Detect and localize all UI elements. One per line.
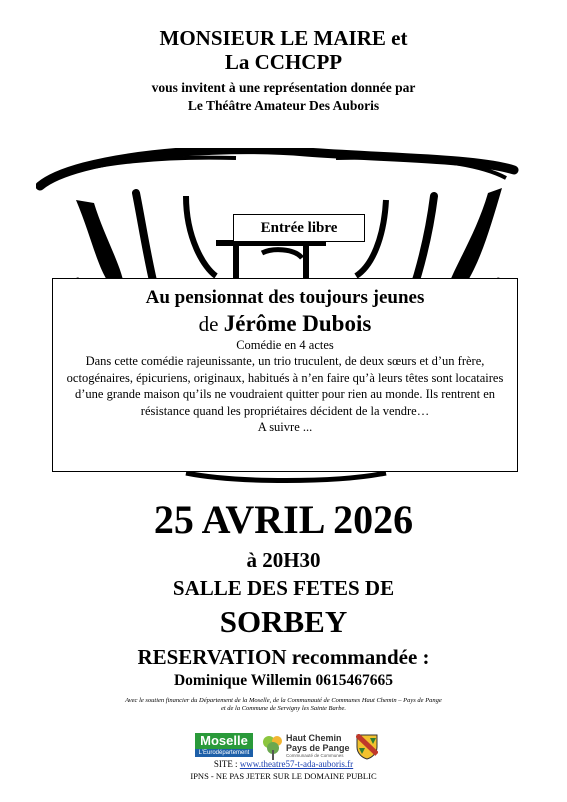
header-line-4: Le Théâtre Amateur Des Auboris [187,98,380,113]
funding-line-2: et de la Commune de Servigny les Sainte Barbe. [220,705,347,712]
haut-chemin-logo [262,733,352,761]
haut-chemin-text-3: Communauté de Communes [286,753,344,758]
header-line-3: vous invitent à une représentation donnée par [151,80,416,95]
event-city: SORBEY [219,604,348,639]
header-line-2: La CCHCPP [224,50,343,74]
event-time: à 20H30 [246,548,321,572]
website-line [0,759,567,769]
free-entry-label: Entrée libre [233,214,365,242]
moselle-logo-subtitle: L’Eurodépartement [195,749,253,757]
servigny-coat-of-arms-icon [356,734,378,760]
haut-chemin-text-1: Haut Chemin [286,733,342,743]
funding-note [0,697,567,713]
author-prefix: de [198,312,219,336]
funding-line-1: Avec le soutien financier du Département de la Moselle, de la Communauté de Communes Haut Chemin – Pays de Pange [125,697,442,704]
play-author-line [53,310,517,338]
website-link[interactable]: www.theatre57-t-ada-auboris.fr [239,759,354,769]
play-description: Dans cette comédie rajeunissante, un trio truculent, de deux sœurs et d’un frère, octogénaires, épicuriens, originaux, habitués à n’en faire qu’à leurs têtes sont locataires d’une grande maison qu’ils ne voudraient quitter pour rien au monde. Ils rentrent en résistance quand les propriétaires décident de la vendre… [66,354,504,418]
reservation-label: RESERVATION recommandée : [137,645,430,669]
moselle-logo [195,733,253,757]
site-prefix: SITE : [213,759,238,769]
haut-chemin-text-2: Pays de Pange [286,743,350,753]
event-venue: SALLE DES FETES DE [172,576,395,600]
play-title: Au pensionnat des toujours jeunes [145,287,425,308]
tree-icon [262,734,284,760]
author-name: Jérôme Dubois [223,311,372,336]
reservation-contact: Dominique Willemin 0615467665 [173,672,394,689]
ipns-notice: IPNS - NE PAS JETER SUR LE DOMAINE PUBLIC [190,771,377,781]
moselle-logo-text: Moselle [195,733,253,749]
play-genre: Comédie en 4 actes [236,338,334,352]
play-more: A suivre ... [257,420,313,434]
header-line-1: MONSIEUR LE MAIRE et [159,26,408,50]
event-date: 25 AVRIL 2026 [153,497,414,542]
play-info-box [52,278,518,472]
